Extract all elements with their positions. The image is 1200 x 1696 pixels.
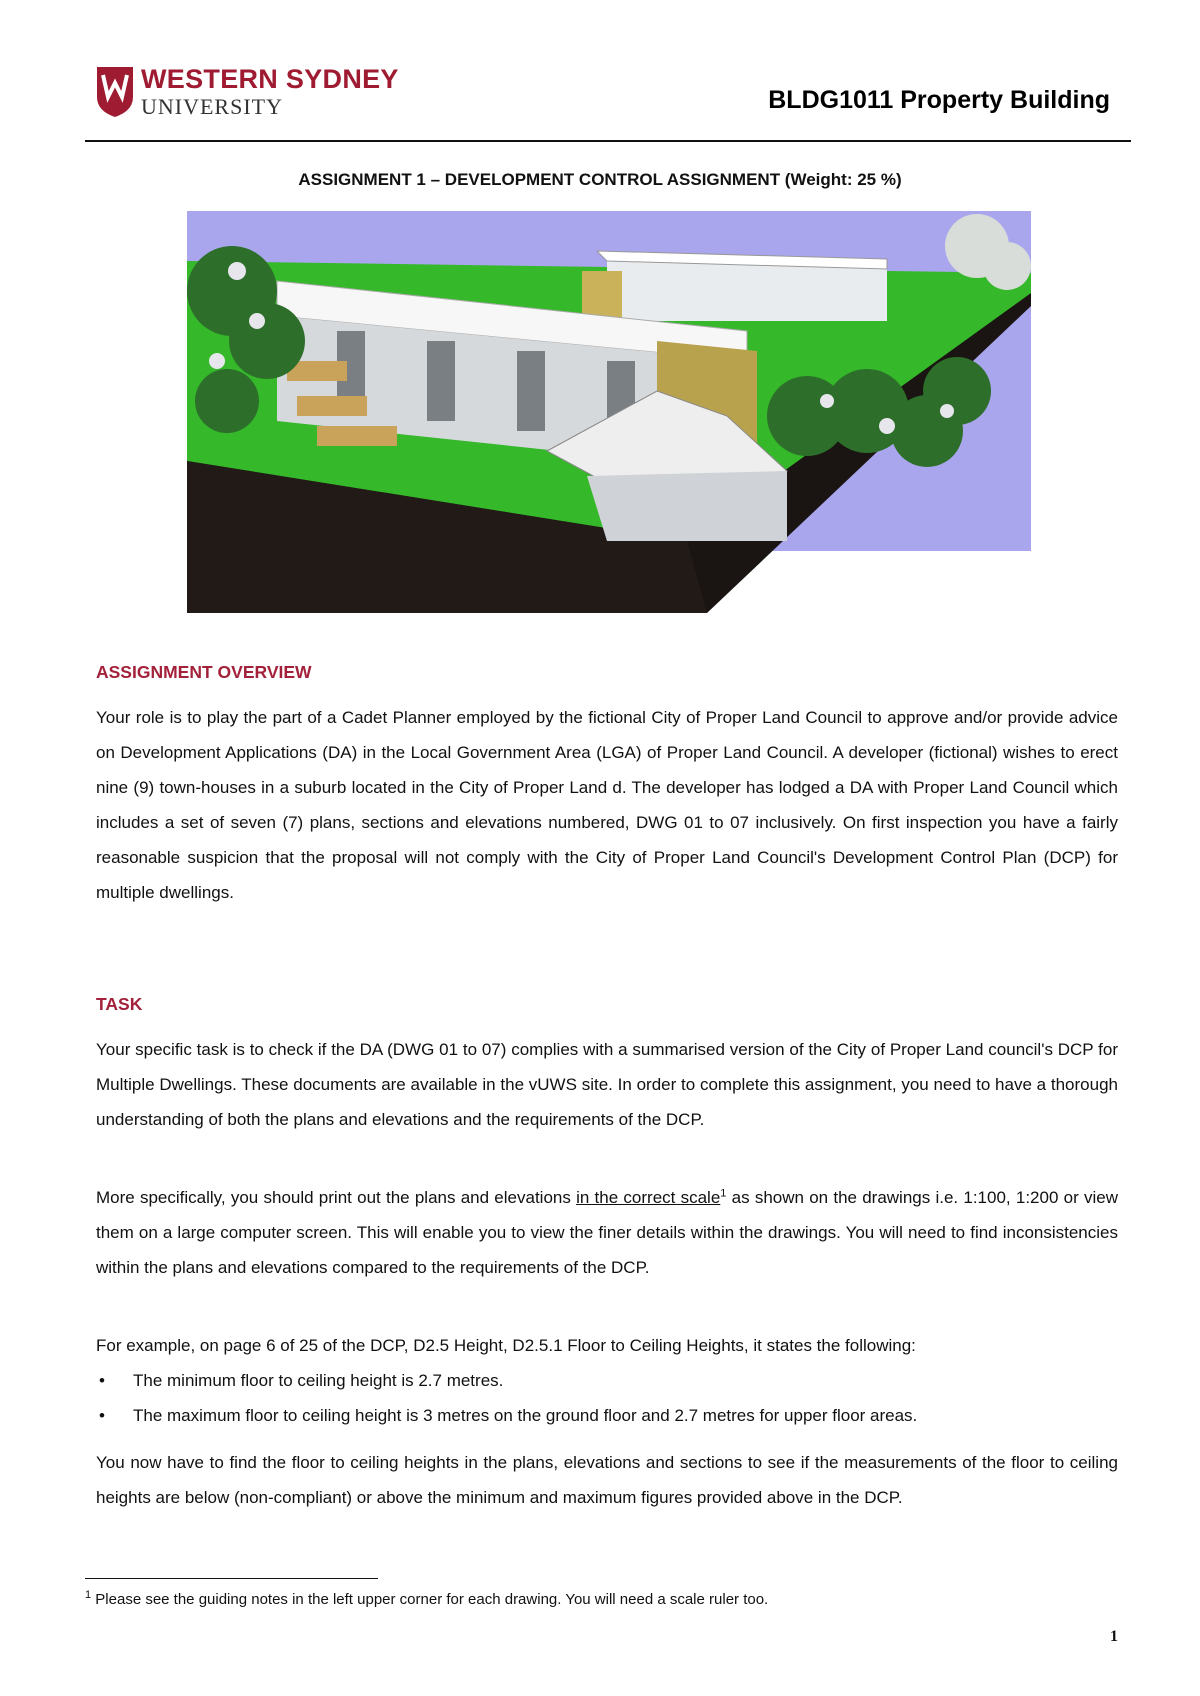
footnote-text: Please see the guiding notes in the left upper corner for each drawing. You will need a scale ruler too.: [91, 1591, 769, 1608]
footnote-divider: [85, 1578, 378, 1579]
header-divider: [85, 140, 1131, 142]
university-logo: [97, 66, 399, 118]
page-number: 1: [1110, 1628, 1118, 1645]
assignment-title: ASSIGNMENT 1 – DEVELOPMENT CONTROL ASSIGNMENT (Weight: 25 %): [298, 170, 902, 189]
university-shield-icon: [97, 67, 133, 117]
task-paragraph-2-before: More specifically, you should print out the plans and elevations: [96, 1188, 577, 1207]
correct-scale-reference: in the correct scale: [576, 1188, 721, 1207]
course-title: BLDG1011 Property Building: [768, 86, 1110, 114]
logo-line-western-sydney: WESTERN SYDNEY: [141, 64, 399, 94]
list-item: • The minimum floor to ceiling height is 2.7 metres.: [96, 1363, 1118, 1398]
task-paragraph-2-after: as shown on the drawings i.e. 1:100, 1:200 or view them on a large computer screen. This will enable you to view the finer details within the drawings. You will need to find inconsistencies within the plans and elevations compared to the requirements of the DCP.: [96, 1188, 1118, 1277]
task-paragraph-4: You now have to find the floor to ceiling heights in the plans, elevations and sections to see if the measurements of the floor to ceiling heights are below (non-compliant) or above the minimum and maximum figures provided above in the DCP.: [96, 1453, 1118, 1507]
overview-paragraph: Your role is to play the part of a Cadet Planner employed by the fictional City of Proper Land Council to approve and/or provide advice on Development Applications (DA) in the Local Government Area (LGA) of Proper Land Council. A developer (fictional) wishes to erect nine (9) town-houses in a suburb located in the City of Proper Land d. The developer has lodged a DA with Proper Land Council which includes a set of seven (7) plans, sections and elevations numbered, DWG 01 to 07 inclusively. On first inspection you have a fairly reasonable suspicion that the proposal will not comply with the City of Proper Land Council's Development Control Plan (DCP) for multiple dwellings.: [96, 708, 1118, 902]
heading-assignment-overview: ASSIGNMENT OVERVIEW: [96, 662, 312, 682]
footnote-mark: 1: [85, 1589, 92, 1601]
task-paragraph-1: Your specific task is to check if the DA (DWG 01 to 07) complies with a summarised version of the City of Proper Land council's DCP for Multiple Dwellings. These documents are available in the vUWS site. In order to complete this assignment, you need to have a thorough understanding of both the plans and elevations and the requirements of the DCP.: [96, 1040, 1118, 1129]
footnote-reference: 1: [720, 1187, 727, 1200]
requirements-list: [96, 1363, 1118, 1433]
task-paragraph-2: [96, 1180, 1118, 1285]
townhouse-development-rendering: [187, 211, 1031, 613]
heading-task: TASK: [96, 994, 143, 1014]
task-paragraph-3: For example, on page 6 of 25 of the DCP, D2.5 Height, D2.5.1 Floor to Ceiling Heights, it states the following:: [96, 1336, 916, 1355]
list-item: • The maximum floor to ceiling height is 3 metres on the ground floor and 2.7 metres for upper floor areas.: [96, 1398, 1118, 1433]
logo-line-university: UNIVERSITY: [141, 94, 283, 119]
footnote: [85, 1591, 768, 1608]
